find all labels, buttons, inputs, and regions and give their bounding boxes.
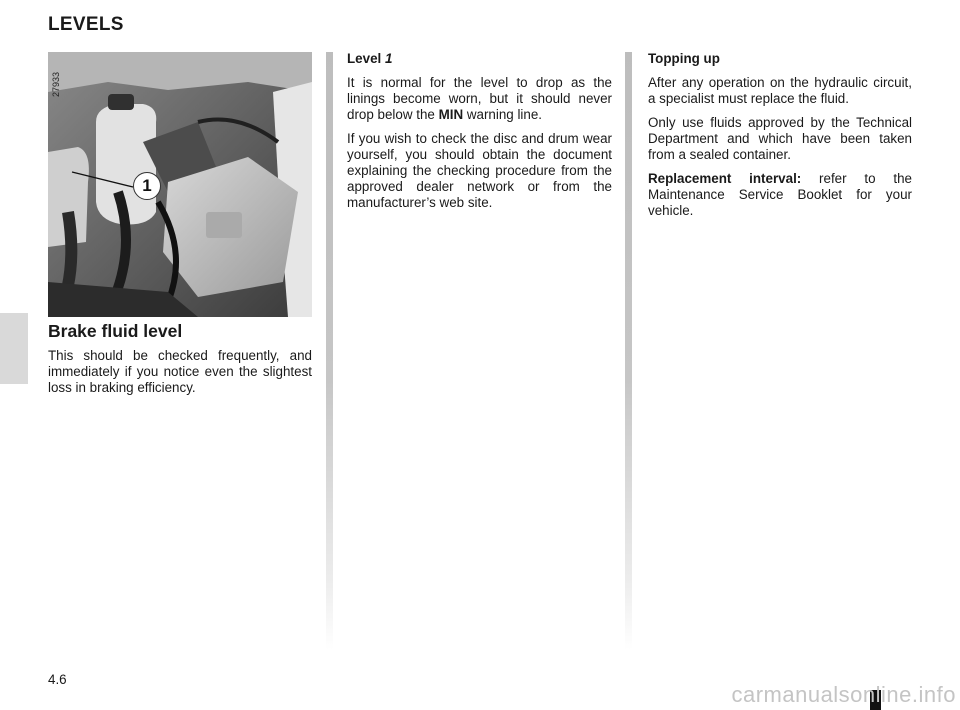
section-heading: Brake fluid level [48,321,183,341]
topping-paragraph-1: After any operation on the hydraulic circuit, a specialist must replace the fluid. [648,75,912,106]
topping-heading: Topping up [648,51,720,66]
chapter-tab [0,313,28,384]
page-title: LEVELS [48,14,124,35]
min-label: MIN [438,107,464,122]
page-number: 4.6 [48,672,67,687]
topping-paragraph-3: Replacement interval: refer to the Maintenance Service Booklet for your vehicle. [648,171,912,218]
topping-column [648,51,912,227]
column-divider-1 [326,52,333,650]
level-paragraph-2: If you wish to check the disc and drum wear yourself, you should obtain the document explaining the checking procedure from the approved dealer network or from the manufacturer’s web site. [347,131,612,210]
level-column [347,51,612,219]
topping-paragraph-2: Only use fluids approved by the Technical Department and which have been taken from a sealed container. [648,115,912,162]
intro-column [48,348,312,404]
level-number: 1 [384,51,393,66]
engine-bay-illustration [48,52,312,317]
intro-paragraph: This should be checked frequently, and immediately if you notice even the slightest loss in braking efficiency. [48,348,312,395]
figure-code: 27933 [51,71,61,97]
level-paragraph-1: It is normal for the level to drop as the linings become worn, but it should never drop below the MIN warning line. [347,75,612,122]
watermark: carmanualsonline.info [731,682,956,707]
column-divider-2 [625,52,632,650]
engine-bay-photo [48,52,312,317]
interval-label: Replacement interval: [648,171,802,186]
callout-marker: 1 [133,172,161,200]
level-heading: Level 1 [347,51,393,66]
